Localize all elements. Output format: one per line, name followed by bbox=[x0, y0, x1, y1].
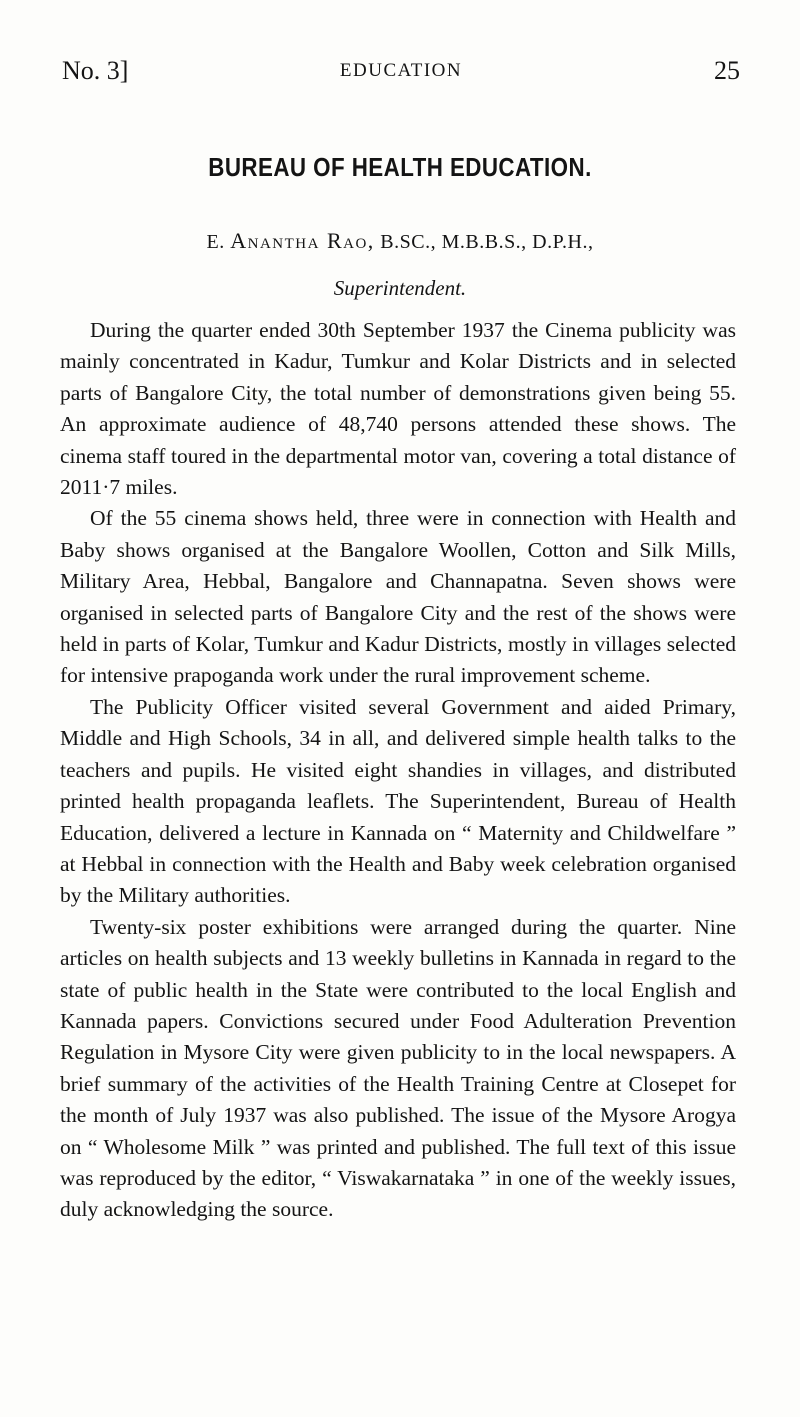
running-head bbox=[62, 56, 740, 96]
paragraph-publicity-officer: The Publicity Officer visited several Government and aided Primary, Middle and High Schools, 34 in all, and delivered simple health talks to the teachers and pupils. He visited eight shandies in villages, and distributed printed health propaganda leaflets. The Superintendent, Bureau of Health Education, delivered a lecture in Kannada on “ Maternity and Childwelfare ” at Hebbal in connection with the Health and Baby week celebration organised by the Military authorities. bbox=[60, 694, 736, 908]
issue-number: No. 3] bbox=[62, 56, 129, 85]
body-text bbox=[60, 315, 736, 1226]
page-number: 25 bbox=[714, 56, 740, 85]
author-degrees: B.SC., M.B.B.S., D.P.H., bbox=[380, 231, 594, 253]
author-name: Anantha Rao, bbox=[230, 228, 375, 253]
author-role: Superintendent. bbox=[333, 276, 467, 300]
paragraph-cinema-publicity: During the quarter ended 30th September 1937 the Cinema publicity was mainly concentrated in Kadur, Tumkur and Kolar Districts and in selected parts of Bangalore City, the total number of demonstrations given being 55. An approximate audience of 48,740 persons attended these shows. The cinema staff toured in the departmental motor van, covering a total distance of 2011·7 miles. bbox=[60, 318, 736, 500]
section-title: BUREAU OF HEALTH EDUCATION. bbox=[208, 152, 592, 182]
paragraph-cinema-shows: Of the 55 cinema shows held, three were in connection with Health and Baby shows organised at the Bangalore Woollen, Cotton and Silk Mills, Military Area, Hebbal, Bangalore and Channapatna. Seven shows were organised in selected parts of Bangalore City and the rest of the shows were held in parts of Kolar, Tumkur and Kadur Districts, mostly in villages selected for intensive prapoganda work under the rural improvement scheme. bbox=[60, 506, 736, 688]
paragraph-poster-exhibitions: Twenty-six poster exhibitions were arranged during the quarter. Nine articles on health subjects and 13 weekly bulletins in Kannada in regard to the state of public health in the State were contributed to the local English and Kannada papers. Convictions secured under Food Adulteration Prevention Regulation in Mysore City were given publicity to in the local newspapers. A brief summary of the activities of the Health Training Centre at Closepet for the month of July 1937 was also published. The issue of the Mysore Arogya on “ Wholesome Milk ” was printed and published. The full text of this issue was reproduced by the editor, “ Viswakarnataka ” in one of the weekly issues, duly acknowledging the source. bbox=[60, 914, 736, 1222]
author-line bbox=[0, 228, 800, 254]
running-title: EDUCATION bbox=[339, 60, 463, 81]
author-initial: E. bbox=[206, 231, 225, 253]
